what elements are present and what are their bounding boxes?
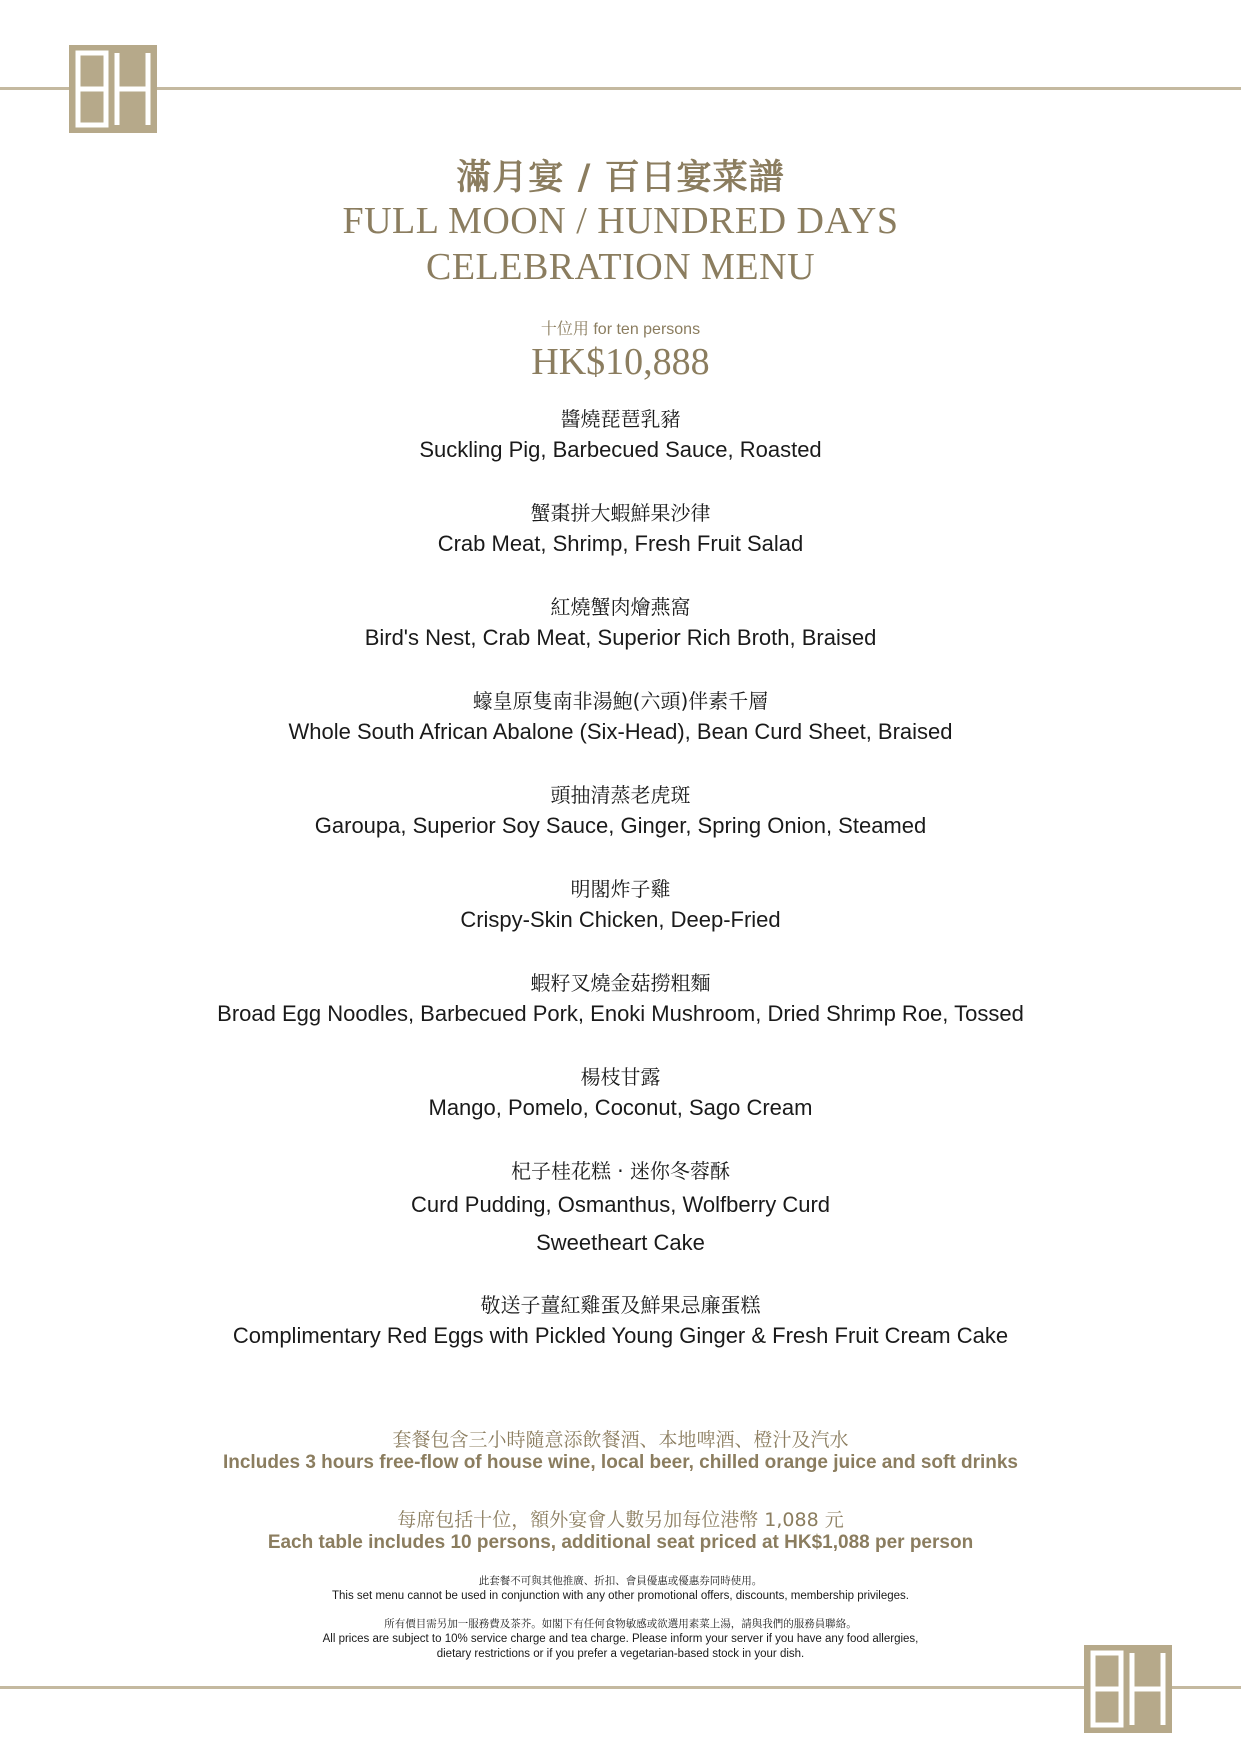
dish-item (0, 498, 1241, 592)
terms-chinese: 此套餐不可與其他推廣、折扣、會員優惠或優惠券同時使用。 (478, 1575, 763, 1587)
menu-title-english-line2: CELEBRATION MENU (425, 246, 816, 288)
seat-note-english: Each table includes 10 persons, additional seat priced at HK$1,088 per person (267, 1532, 974, 1553)
dish-item (0, 1062, 1241, 1156)
dish-item (0, 1290, 1241, 1384)
dish-item (0, 404, 1241, 498)
dish-item (0, 1156, 1241, 1290)
freeflow-note-chinese: 套餐包含三小時隨意添飲餐酒、本地啤酒、橙汁及汽水 (392, 1429, 849, 1451)
dish-name-chinese: 蠔皇原隻南非湯鮑(六頭)伴素千層 (472, 689, 769, 713)
dish-name-chinese: 蟹棗拼大蝦鮮果沙律 (530, 501, 711, 525)
dish-name-chinese: 敬送子薑紅雞蛋及鮮果忌廉蛋糕 (480, 1293, 761, 1317)
bottom-divider-line (0, 1686, 1241, 1689)
menu-price: HK$10,888 (531, 341, 710, 383)
dish-name-english: Whole South African Abalone (Six-Head), Bean Curd Sheet, Braised (288, 719, 953, 744)
dish-name-english: Broad Egg Noodles, Barbecued Pork, Enoki Mushroom, Dried Shrimp Roe, Tossed (217, 1001, 1024, 1026)
freeflow-note-english: Includes 3 hours free-flow of house wine, local beer, chilled orange juice and soft drinks (222, 1452, 1018, 1473)
dish-name-english-second: Sweetheart Cake (536, 1230, 705, 1255)
serving-size: 十位用 for ten persons (540, 321, 701, 338)
dish-name-chinese: 蝦籽叉燒金菇撈粗麵 (530, 971, 711, 995)
service-charge-english-line1: All prices are subject to 10% service charge and tea charge. Please inform your server if you have any food allergies, (322, 1633, 919, 1645)
service-charge-english-line2: dietary restrictions or if you prefer a vegetarian-based stock in your dish. (436, 1648, 805, 1660)
dish-name-english: Mango, Pomelo, Coconut, Sago Cream (428, 1095, 813, 1120)
dish-name-chinese: 杞子桂花糕 · 迷你冬蓉酥 (510, 1159, 731, 1183)
dish-item (0, 968, 1241, 1062)
dish-name-english: Suckling Pig, Barbecued Sauce, Roasted (419, 437, 822, 462)
dish-name-english: Garoupa, Superior Soy Sauce, Ginger, Spring Onion, Steamed (314, 813, 927, 838)
menu-title-english (0, 198, 1241, 290)
dish-name-chinese: 明閣炸子雞 (570, 877, 671, 901)
dish-name-english: Crab Meat, Shrimp, Fresh Fruit Salad (437, 531, 804, 556)
dish-item (0, 874, 1241, 968)
dish-name-chinese: 頭抽清蒸老虎斑 (550, 783, 691, 807)
menu-title-english-line1: FULL MOON / HUNDRED DAYS (342, 200, 899, 242)
dish-list (0, 404, 1241, 1384)
dish-name-english: Complimentary Red Eggs with Pickled Young Ginger & Fresh Fruit Cream Cake (232, 1323, 1009, 1348)
service-charge-english (0, 1632, 1241, 1662)
dish-name-chinese: 紅燒蟹肉燴燕窩 (550, 595, 691, 619)
seat-note-chinese: 每席包括十位，額外宴會人數另加每位港幣 1,088 元 (397, 1509, 844, 1531)
dish-name-chinese: 醬燒琵琶乳豬 (560, 407, 681, 431)
dish-item (0, 592, 1241, 686)
dish-name-english: Bird's Nest, Crab Meat, Superior Rich Broth, Braised (364, 625, 877, 650)
dish-item (0, 780, 1241, 874)
dish-name-english: Curd Pudding, Osmanthus, Wolfberry Curd (411, 1192, 830, 1217)
dish-name-english: Crispy-Skin Chicken, Deep-Fried (460, 907, 781, 932)
service-charge-chinese: 所有價目需另加一服務費及茶芥。如閣下有任何食物敏感或欲選用素菜上湯，請與我們的服務員聯絡。 (384, 1618, 857, 1630)
dish-name-chinese: 楊枝甘露 (580, 1065, 661, 1089)
ming-court-logo-icon (69, 45, 157, 133)
dish-item (0, 686, 1241, 780)
top-divider-line (0, 87, 1241, 90)
menu-title-chinese: 滿月宴 / 百日宴菜譜 (456, 157, 785, 198)
terms-english: This set menu cannot be used in conjunction with any other promotional offers, discounts, membership privileges. (331, 1590, 909, 1602)
